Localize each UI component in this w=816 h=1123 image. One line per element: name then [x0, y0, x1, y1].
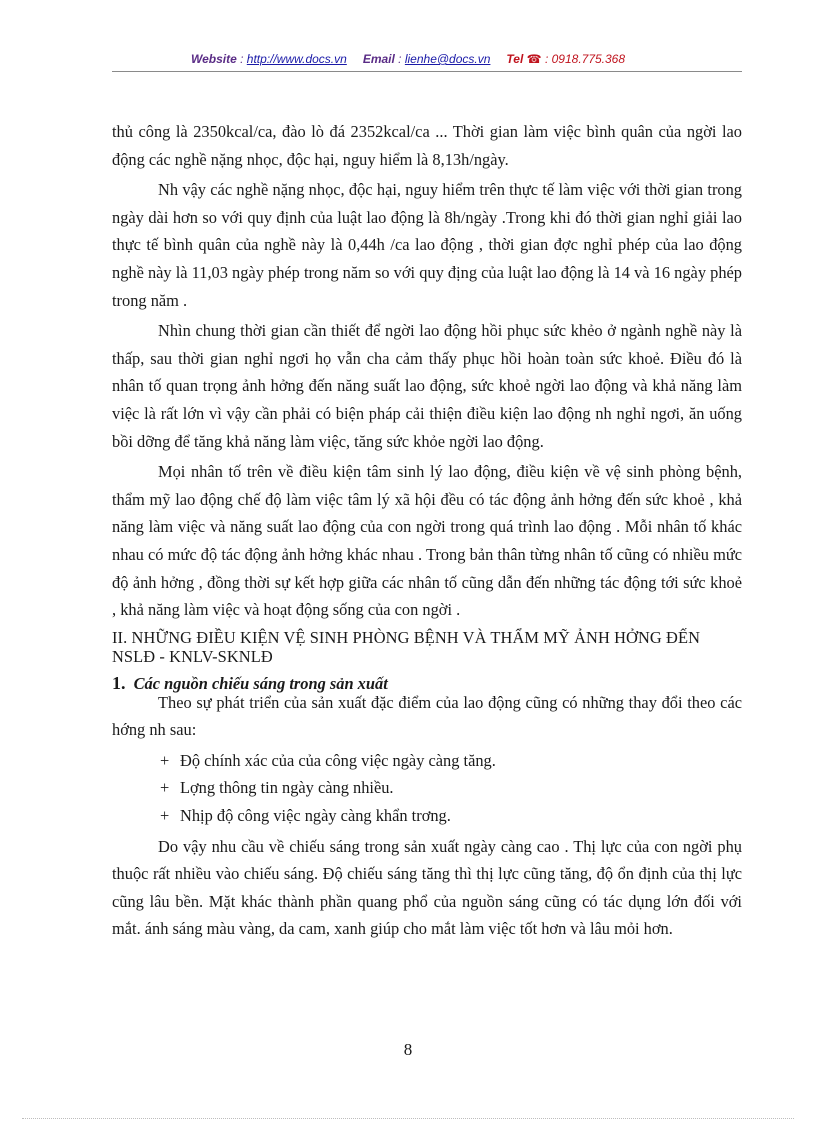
list-item [112, 802, 742, 830]
website-separator: : [236, 52, 247, 66]
list-item-text: Lợng thông tin ngày càng nhiều. [180, 778, 394, 798]
page-header [0, 52, 816, 66]
list-item-text: Độ chính xác của của công việc ngày càng tăng. [180, 750, 496, 770]
paragraph-6: Do vậy nhu cầu về chiếu sáng trong sản xuất ngày càng cao . Thị lực của con ngời phụ thuộc rất nhiều vào chiếu sáng. Độ chiếu sáng tăng thì thị lực cũng tăng, độ ổn định của thị lực cũng lâu bền. Mặt khác thành phần quang phổ của nguồn sáng cũng có tác dụng lớn đối với mắt. ánh sáng màu vàng, da cam, xanh giúp cho mắt làm việc tốt hơn và lâu mỏi hơn. [112, 836, 742, 939]
list-marker: + [160, 778, 170, 798]
list-item [112, 747, 742, 775]
paragraph-4: Mọi nhân tố trên về điều kiện tâm sinh lý lao động, điều kiện về vệ sinh phòng bệnh, thẩm mỹ lao động chế độ làm việc tâm lý xã hội đều có tác động ảnh hởng đến sức khoẻ , khả năng làm việc và năng suất lao động của con ngời trong quá trình lao động . Mỗi nhân tố khác nhau có mức độ tác động ảnh hởng khác nhau . Trong bản thân từng nhân tố cũng có nhiều mức độ ảnh hởng , đồng thời sự kết hợp giữa các nhân tố cũng dẫn đến những tác động tới sức khoẻ , khả năng làm việc và hoạt động sống của con ngời . [112, 462, 742, 620]
paragraph-2: Nh vậy các nghề nặng nhọc, độc hại, nguy hiểm trên thực tế làm việc với thời gian trong ngày dài hơn so với quy định của luật lao động là 8h/ngày .Trong khi đó thời gian nghỉ giải lao thực tế bình quân của nghề này là 0,44h /ca lao động , thời gian đợc nghỉ phép của lao động nghề này là 11,03 ngày phép trong năm so với quy địng của luật lao động là 14 và 16 ngày phép trong năm . [112, 180, 742, 310]
subheading-number: 1. [112, 672, 126, 693]
header-rule [112, 71, 742, 72]
list-marker: + [160, 806, 170, 826]
list-item-text: Nhịp độ công việc ngày càng khẩn trơng. [180, 806, 451, 826]
phone-number: : 0918.775.368 [544, 52, 626, 66]
website-link[interactable]: http://www.docs.vn [246, 52, 347, 66]
paragraph-1: thủ công là 2350kcal/ca, đào lò đá 2352kcal/ca ... Thời gian làm việc bình quân của ngời lao động các nghề nặng nhọc, độc hại, nguy hiểm là 8,13h/ngày. [112, 122, 742, 169]
page-number: 8 [403, 1040, 413, 1059]
subheading-text: Các nguồn chiếu sáng trong sản xuất [133, 673, 388, 693]
email-label: Email [362, 52, 395, 66]
website-label: Website [190, 52, 237, 66]
email-link[interactable]: lienhe@docs.vn [404, 52, 491, 66]
tel-label: Tel ☎ [506, 52, 542, 66]
list-marker: + [160, 750, 170, 770]
document-body [112, 118, 742, 943]
paragraph-3: Nhìn chung thời gian cần thiết để ngời lao động hồi phục sức khẻo ở ngành nghề này là thấp, sau thời gian nghỉ ngơi họ vẫn cha cảm thấy phục hồi hoàn toàn sức khoẻ. Điều đó là nhân tố quan trọng ảnh hởng đến năng suất lao động, sức khoẻ ngời lao động và khả năng làm việc là rất lớn vì vậy cần phải có biện pháp cải thiện điều kiện lao động nh nghỉ ngơi, ăn uống bồi dỡng để tăng khả năng làm việc, tăng sức khỏe ngời lao động. [112, 321, 742, 451]
section-heading: II. NHỮNG ĐIỀU KIỆN VỆ SINH PHÒNG BỆNH VÀ THẨM MỸ ẢNH HỞNG ĐẾN NSLĐ - KNLV-SKNLĐ [112, 627, 701, 666]
email-separator: : [394, 52, 405, 66]
list-item [112, 774, 742, 802]
paragraph-5: Theo sự phát triển của sản xuất đặc điểm của lao động cũng có những thay đổi theo các hớng nh sau: [112, 692, 742, 740]
page-bottom-border [22, 1118, 794, 1119]
